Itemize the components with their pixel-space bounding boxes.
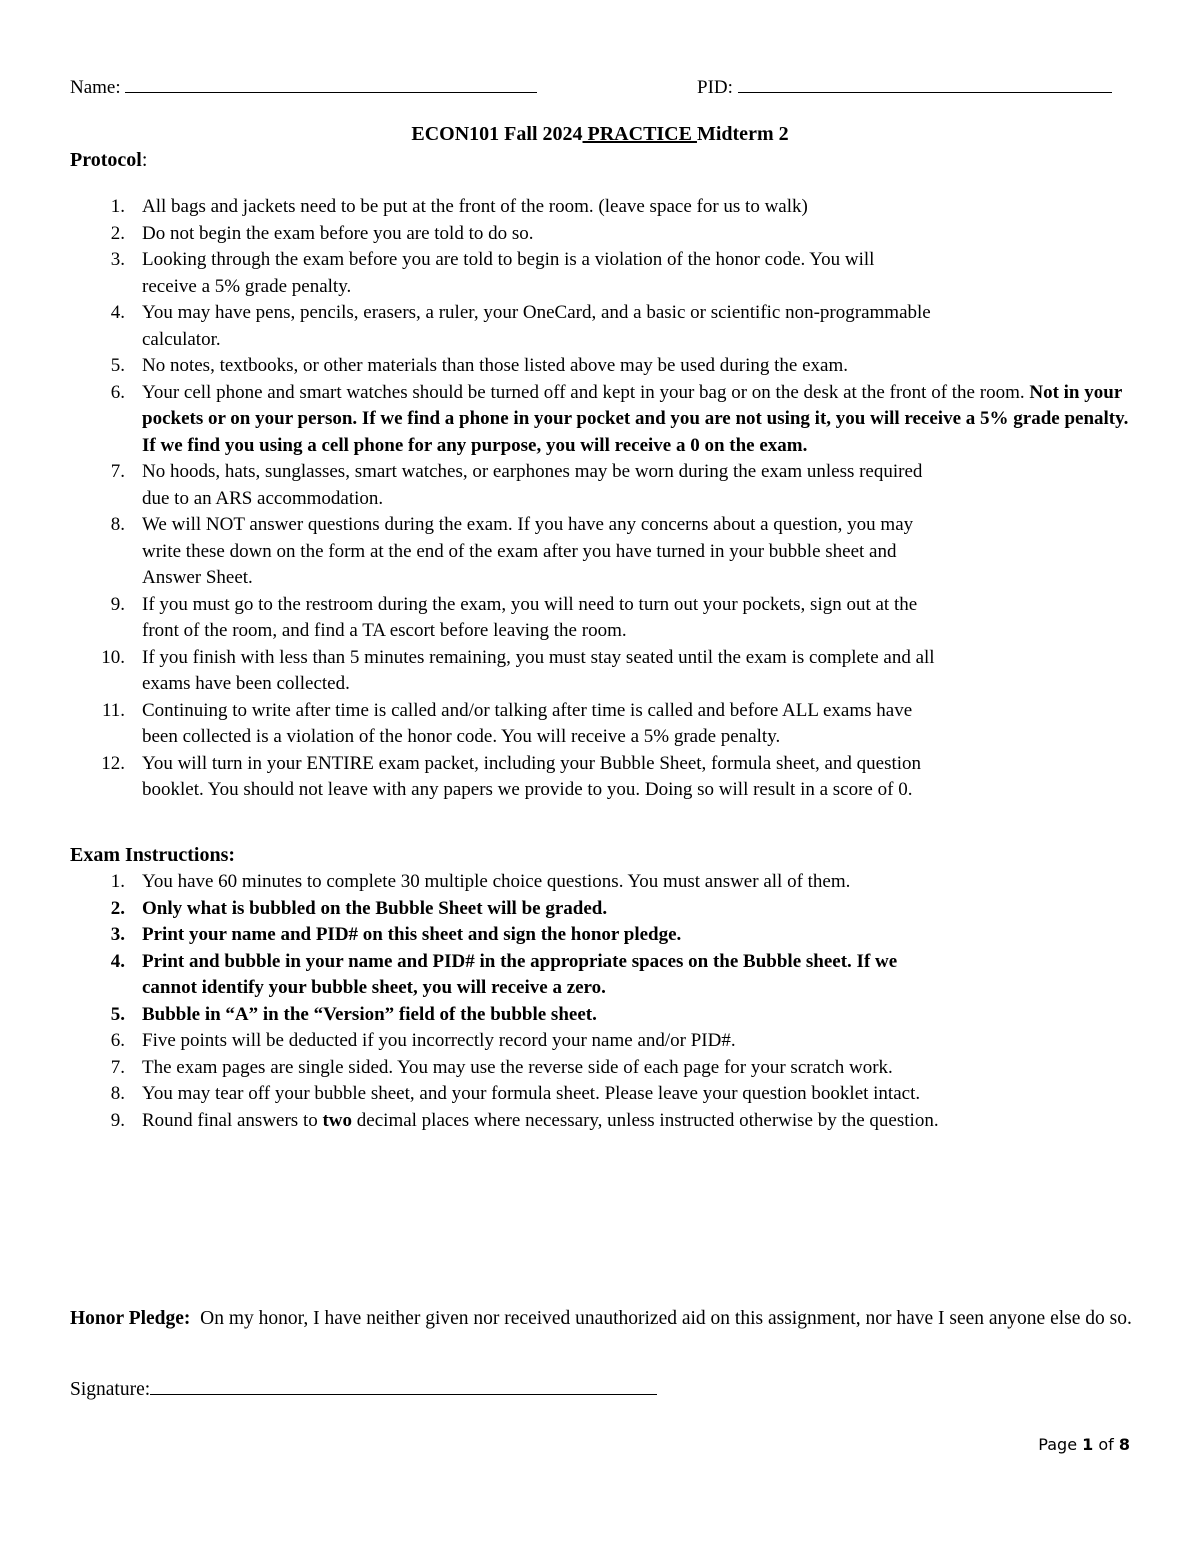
protocol-item-text: front of the room, and find a TA escort before leaving the room. — [142, 620, 627, 641]
protocol-item-text: If you finish with less than 5 minutes remaining, you must stay seated until the exam is complete and all — [142, 646, 935, 668]
item-number: 6. — [110, 1030, 125, 1051]
protocol-list — [70, 194, 1135, 804]
name-blank-line[interactable] — [125, 74, 537, 93]
protocol-item-text: due to an ARS accommodation. — [142, 487, 384, 509]
protocol-item — [70, 380, 1135, 460]
exam-title-midterm: Midterm 2 — [696, 123, 789, 145]
item-number: 1. — [110, 871, 125, 892]
instruction-text: Bubble in “A” in the “Version” field of the bubble sheet. — [142, 1003, 597, 1025]
pid-label: PID: — [697, 77, 738, 98]
item-number: 6. — [110, 381, 125, 403]
item-number: 1. — [110, 196, 125, 217]
protocol-item — [70, 353, 1135, 380]
pid-field[interactable] — [697, 74, 1112, 102]
instructions-heading: Exam Instructions: — [70, 844, 236, 866]
item-number: 8. — [110, 514, 125, 535]
instruction-item — [70, 1028, 1135, 1055]
item-number: 9. — [110, 1109, 125, 1131]
protocol-item-text: Answer Sheet. — [142, 567, 253, 588]
honor-pledge-text: On my honor, I have neither given nor received unauthorized aid on this assignment, nor have I seen anyone else do so. — [190, 1308, 1132, 1329]
page-word: Page — [1038, 1435, 1083, 1454]
protocol-item-text: We will NOT answer questions during the exam. If you have any concerns about a question, you may — [142, 514, 914, 535]
instruction-text: The exam pages are single sided. You may use the reverse side of each page for your scratch work. — [142, 1056, 893, 1078]
exam-title — [0, 121, 1200, 148]
page-number — [1038, 1432, 1130, 1459]
protocol-item-text: No notes, textbooks, or other materials than those listed above may be used during the exam. — [142, 355, 848, 376]
name-field[interactable] — [70, 74, 537, 102]
instruction-text: You may tear off your bubble sheet, and your formula sheet. Please leave your question booklet intact. — [142, 1083, 921, 1104]
protocol-item-text: Continuing to write after time is called and/or talking after time is called and before ALL exams have — [142, 699, 913, 721]
instruction-text: You have 60 minutes to complete 30 multiple choice questions. You must answer all of them. — [142, 871, 851, 892]
protocol-item — [70, 247, 1135, 300]
signature-label: Signature: — [70, 1379, 151, 1400]
protocol-item-text: You may have pens, pencils, erasers, a ruler, your OneCard, and a basic or scientific non-programmable — [142, 302, 931, 323]
protocol-item — [70, 300, 1135, 353]
honor-pledge — [70, 1303, 1140, 1334]
protocol-item — [70, 645, 1135, 698]
instruction-item — [70, 869, 1135, 896]
protocol-item-text: No hoods, hats, sunglasses, smart watches, or earphones may be worn during the exam unless required — [142, 461, 923, 482]
protocol-heading-colon: : — [141, 149, 148, 171]
protocol-item-text: Your cell phone and smart watches should be turned off and kept in your bag or on the desk at the front of the room. — [142, 381, 1030, 403]
instruction-text: Five points will be deducted if you incorrectly record your name and/or PID#. — [142, 1030, 736, 1051]
protocol-item-text: If you must go to the restroom during the exam, you will need to turn out your pockets, sign out at the — [142, 593, 918, 615]
page-total: 8 — [1118, 1435, 1130, 1454]
protocol-item-text: been collected is a violation of the honor code. You will receive a 5% grade penalty. — [142, 726, 781, 747]
protocol-heading — [70, 147, 147, 174]
protocol-item-text: write these down on the form at the end of the exam after you have turned in your bubble sheet and — [142, 540, 897, 562]
pid-blank-line[interactable] — [738, 74, 1112, 93]
name-label: Name: — [70, 77, 126, 98]
exam-title-practice: PRACTICE — [582, 123, 697, 145]
protocol-item — [70, 592, 1135, 645]
instruction-text: Print your name and PID# on this sheet and sign the honor pledge. — [142, 924, 682, 945]
item-number: 7. — [110, 461, 125, 482]
protocol-item-text: calculator. — [142, 328, 221, 350]
item-number: 5. — [110, 1003, 125, 1025]
instruction-text: Only what is bubbled on the Bubble Sheet will be graded. — [142, 897, 608, 919]
protocol-item — [70, 751, 1135, 804]
item-number: 4. — [110, 302, 125, 323]
exam-title-course: ECON101 Fall 2024 — [411, 123, 583, 145]
item-number: 3. — [110, 924, 125, 945]
protocol-heading-text: Protocol — [70, 149, 142, 171]
instructions-list — [70, 869, 1135, 1134]
item-number: 11. — [101, 699, 125, 721]
item-number: 2. — [110, 897, 125, 919]
honor-pledge-label: Honor Pledge: — [70, 1308, 191, 1329]
instruction-text: cannot identify your bubble sheet, you will receive a zero. — [142, 977, 606, 998]
protocol-item-text: exams have been collected. — [142, 673, 350, 694]
item-number: 7. — [110, 1056, 125, 1078]
signature-field[interactable] — [70, 1376, 657, 1404]
instruction-item — [70, 922, 1135, 949]
item-number: 5. — [110, 355, 125, 376]
instruction-item — [70, 1002, 1135, 1029]
protocol-item — [70, 698, 1135, 751]
protocol-item — [70, 221, 1135, 248]
protocol-item — [70, 194, 1135, 221]
instruction-item — [70, 1108, 1135, 1135]
protocol-item-text: booklet. You should not leave with any papers we provide to you. Doing so will result in a score of 0. — [142, 779, 913, 800]
protocol-item — [70, 459, 1135, 512]
page-current: 1 — [1082, 1435, 1094, 1454]
instruction-text: decimal places where necessary, unless instructed otherwise by the question. — [352, 1109, 939, 1131]
instruction-text: Round final answers to — [142, 1109, 323, 1131]
protocol-item-bold-text: Not in your pockets or on your person. If we find a phone in your pocket and you are not using it, you will receive a 5% grade penalty. If we find you using a cell phone for any purpose, you will receive a 0 on the exam. — [142, 381, 1129, 456]
protocol-item-text: You will turn in your ENTIRE exam packet, including your Bubble Sheet, formula sheet, and question — [142, 752, 922, 774]
item-number: 8. — [110, 1083, 125, 1104]
item-number: 9. — [110, 593, 125, 615]
protocol-item-text: Looking through the exam before you are told to begin is a violation of the honor code. You will — [142, 249, 875, 270]
signature-blank-line[interactable] — [150, 1376, 657, 1395]
instruction-item — [70, 896, 1135, 923]
instruction-item — [70, 1055, 1135, 1082]
protocol-item-text: receive a 5% grade penalty. — [142, 275, 352, 297]
protocol-item — [70, 512, 1135, 592]
item-number: 12. — [101, 752, 125, 774]
item-number: 4. — [110, 950, 125, 972]
item-number: 3. — [110, 249, 125, 270]
of-word: of — [1093, 1435, 1119, 1454]
item-number: 10. — [101, 646, 125, 668]
protocol-item-text: All bags and jackets need to be put at the front of the room. (leave space for us to walk) — [142, 196, 808, 217]
item-number: 2. — [110, 222, 125, 244]
instruction-text: Print and bubble in your name and PID# in the appropriate spaces on the Bubble sheet. If we — [142, 950, 898, 972]
instruction-bold-word: two — [322, 1109, 353, 1131]
instruction-item — [70, 1081, 1135, 1108]
protocol-item-text: Do not begin the exam before you are told to do so. — [142, 222, 534, 244]
instruction-item — [70, 949, 1135, 1002]
